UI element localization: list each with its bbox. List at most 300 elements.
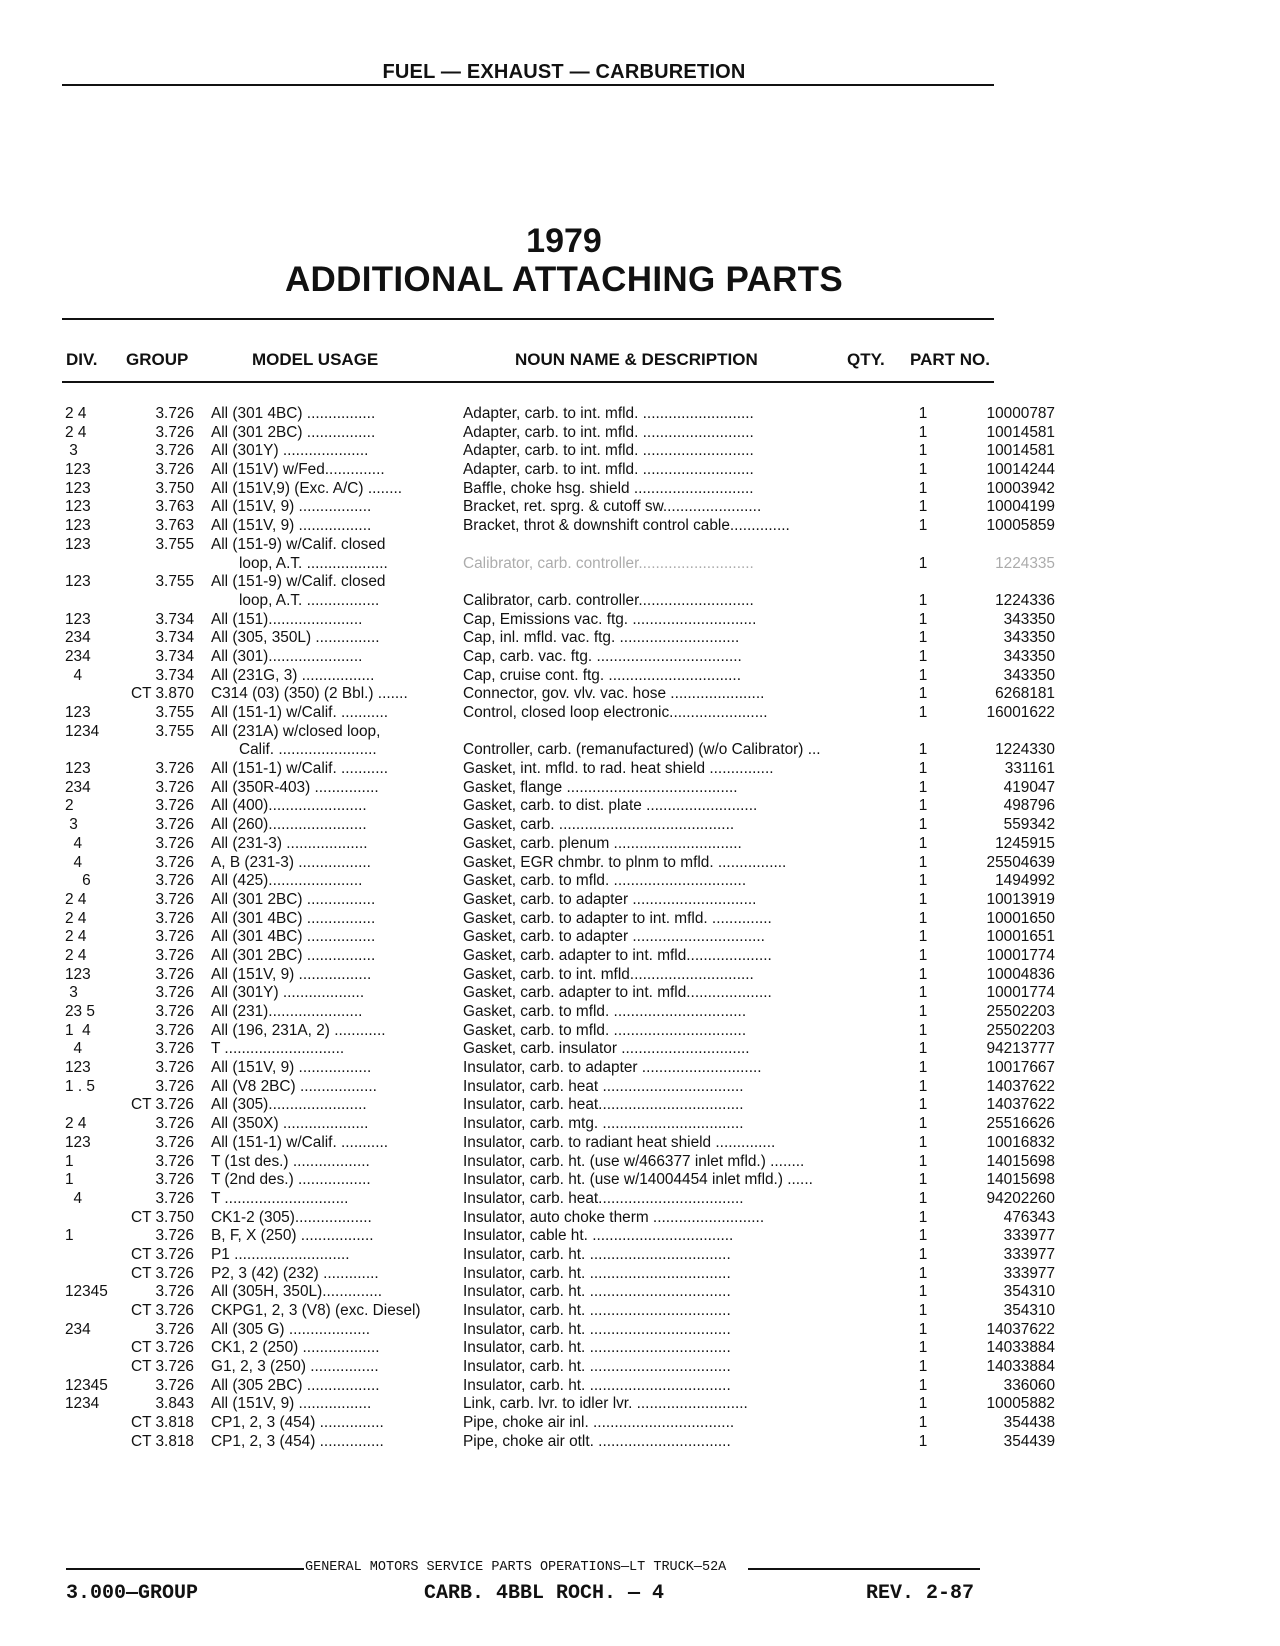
row-part-no: 94202260 bbox=[986, 1189, 1055, 1207]
row-model-usage: All (151V,9) (Exc. A/C) ........ bbox=[211, 479, 403, 497]
row-model-usage: All (305 2BC) ................. bbox=[211, 1376, 380, 1394]
row-div: 123 bbox=[65, 461, 91, 479]
row-part-no: 10016832 bbox=[986, 1133, 1055, 1151]
row-model-usage: CK1-2 (305).................. bbox=[211, 1208, 372, 1226]
row-part-no: 6268181 bbox=[995, 685, 1055, 703]
row-part-no: 25502203 bbox=[986, 1003, 1055, 1021]
table-row bbox=[65, 891, 1055, 910]
table-row bbox=[65, 797, 1055, 816]
row-group: CT 3.726 bbox=[130, 1264, 194, 1282]
row-part-no: 476343 bbox=[1003, 1208, 1055, 1226]
row-part-no: 1494992 bbox=[995, 872, 1055, 890]
row-group: 3.726 bbox=[155, 1283, 194, 1301]
row-description: Pipe, choke air inl. ................................. bbox=[463, 1414, 735, 1432]
row-model-usage: T (2nd des.) ................. bbox=[211, 1171, 371, 1189]
row-group: CT 3.818 bbox=[130, 1414, 194, 1432]
row-model-usage: All (231A) w/closed loop, bbox=[211, 722, 381, 740]
row-div: 2 4 bbox=[65, 1115, 87, 1133]
row-div: 123 bbox=[65, 535, 91, 553]
col-header-model: MODEL USAGE bbox=[252, 350, 379, 369]
row-qty: 1 bbox=[918, 1227, 928, 1245]
row-div: 234 bbox=[65, 647, 91, 665]
table-row bbox=[65, 1414, 1055, 1433]
row-part-no: 10004836 bbox=[986, 965, 1055, 983]
row-model-usage: CK1, 2 (250) .................. bbox=[211, 1339, 380, 1357]
table-row bbox=[65, 1265, 1055, 1284]
row-group: 3.726 bbox=[155, 984, 194, 1002]
table-row bbox=[65, 648, 1055, 667]
table-row bbox=[65, 498, 1055, 517]
footer-carb: CARB. 4BBL ROCH. — 4 bbox=[424, 1582, 665, 1605]
row-model-usage: All (151-1) w/Calif. ........... bbox=[211, 704, 389, 722]
table-row bbox=[65, 854, 1055, 873]
table-row bbox=[65, 1096, 1055, 1115]
row-group: CT 3.726 bbox=[130, 1302, 194, 1320]
row-model-usage: All (425)...................... bbox=[211, 872, 363, 890]
row-part-no: 1224335 bbox=[995, 554, 1055, 572]
row-description: Gasket, carb. to mfld. ............................... bbox=[463, 872, 747, 890]
row-model-usage: G1, 2, 3 (250) ................ bbox=[211, 1358, 379, 1376]
table-row bbox=[65, 1321, 1055, 1340]
row-part-no: 333977 bbox=[1003, 1245, 1055, 1263]
row-part-no: 1245915 bbox=[995, 834, 1055, 852]
row-group: 3.726 bbox=[155, 461, 194, 479]
footer-rule-left bbox=[66, 1568, 304, 1570]
section-header: FUEL — EXHAUST — CARBURETION bbox=[382, 61, 746, 83]
row-description: Insulator, carb. ht. (use w/14004454 inlet mfld.) ...... bbox=[463, 1171, 813, 1189]
row-description: Gasket, carb. ......................................... bbox=[463, 816, 735, 834]
row-group: 3.726 bbox=[155, 1003, 194, 1021]
row-model-usage: All (151V, 9) ................. bbox=[211, 1395, 372, 1413]
row-model-usage: All (305, 350L) ............... bbox=[211, 629, 380, 647]
row-part-no: 1224330 bbox=[995, 741, 1055, 759]
row-group: 3.726 bbox=[155, 1059, 194, 1077]
row-group: 3.726 bbox=[155, 816, 194, 834]
row-qty: 1 bbox=[918, 1245, 928, 1263]
row-qty: 1 bbox=[918, 1152, 928, 1170]
table-row bbox=[65, 480, 1055, 499]
row-group: 3.755 bbox=[155, 704, 194, 722]
row-group: 3.763 bbox=[155, 498, 194, 516]
table-row bbox=[65, 536, 1055, 573]
row-part-no: 14015698 bbox=[986, 1171, 1055, 1189]
row-qty: 1 bbox=[918, 1021, 928, 1039]
row-qty: 1 bbox=[918, 1395, 928, 1413]
row-part-no: 94213777 bbox=[986, 1040, 1055, 1058]
footer-group: 3.000—GROUP bbox=[66, 1582, 199, 1605]
row-group: CT 3.726 bbox=[130, 1245, 194, 1263]
row-model-usage: All (196, 231A, 2) ............ bbox=[211, 1021, 386, 1039]
row-qty: 1 bbox=[918, 1283, 928, 1301]
row-description: Gasket, carb. plenum .............................. bbox=[463, 834, 742, 852]
row-model-usage: All (151-9) w/Calif. closed bbox=[211, 535, 386, 553]
row-description: Gasket, carb. to mfld. ............................... bbox=[463, 1003, 747, 1021]
row-group: 3.755 bbox=[155, 573, 194, 591]
row-qty: 1 bbox=[918, 1302, 928, 1320]
row-description: Gasket, flange ........................................ bbox=[463, 778, 738, 796]
row-qty: 1 bbox=[918, 1208, 928, 1226]
table-row bbox=[65, 1078, 1055, 1097]
row-model-usage: T (1st des.) .................. bbox=[211, 1152, 370, 1170]
row-div: 12345 bbox=[65, 1376, 108, 1394]
row-div: 4 bbox=[65, 834, 83, 852]
table-row bbox=[65, 1283, 1055, 1302]
table-row bbox=[65, 723, 1055, 760]
row-model-usage: All (151-1) w/Calif. ........... bbox=[211, 1133, 389, 1151]
row-qty: 1 bbox=[918, 1432, 928, 1450]
table-row bbox=[65, 835, 1055, 854]
row-description: Insulator, carb. ht. ................................. bbox=[463, 1245, 731, 1263]
row-description: Insulator, carb. heat.................................. bbox=[463, 1096, 744, 1114]
row-description: Insulator, carb. ht. ................................. bbox=[463, 1339, 731, 1357]
row-part-no: 14015698 bbox=[986, 1152, 1055, 1170]
row-div: 1234 bbox=[65, 1395, 100, 1413]
row-div: 2 4 bbox=[65, 946, 87, 964]
row-qty: 1 bbox=[918, 685, 928, 703]
row-group: 3.726 bbox=[155, 760, 194, 778]
table-row bbox=[65, 629, 1055, 648]
row-div: 123 bbox=[65, 610, 91, 628]
row-div: 234 bbox=[65, 778, 91, 796]
row-part-no: 10001651 bbox=[986, 928, 1055, 946]
row-part-no: 498796 bbox=[1003, 797, 1055, 815]
row-part-no: 333977 bbox=[1003, 1227, 1055, 1245]
row-group: 3.726 bbox=[155, 1115, 194, 1133]
row-description: Bracket, throt & downshift control cable.............. bbox=[463, 517, 790, 535]
row-part-no: 559342 bbox=[1003, 816, 1055, 834]
row-model-usage: All (151V, 9) ................. bbox=[211, 965, 372, 983]
row-model-usage: All (151V, 9) ................. bbox=[211, 1059, 372, 1077]
row-div: 1 4 bbox=[65, 1021, 91, 1039]
row-group: 3.726 bbox=[155, 965, 194, 983]
row-group: CT 3.870 bbox=[130, 685, 194, 703]
row-qty: 1 bbox=[918, 629, 928, 647]
row-description: Pipe, choke air otlt. ............................... bbox=[463, 1432, 731, 1450]
table-row bbox=[65, 1115, 1055, 1134]
row-description: Link, carb. lvr. to idler lvr. .......................... bbox=[463, 1395, 748, 1413]
row-description: Bracket, ret. sprg. & cutoff sw....................... bbox=[463, 498, 762, 516]
row-description: Gasket, carb. adapter to int. mfld.................... bbox=[463, 946, 772, 964]
row-model-usage: All (301Y) .................... bbox=[211, 442, 369, 460]
row-description: Insulator, carb. ht. (use w/466377 inlet mfld.) ........ bbox=[463, 1152, 805, 1170]
row-div: 234 bbox=[65, 629, 91, 647]
row-group: 3.755 bbox=[155, 722, 194, 740]
row-description: Insulator, carb. ht. ................................. bbox=[463, 1376, 731, 1394]
row-div: 123 bbox=[65, 1059, 91, 1077]
row-div: 2 bbox=[65, 797, 74, 815]
row-model-usage: P1 ........................... bbox=[211, 1245, 350, 1263]
row-model-usage: All (350R-403) ............... bbox=[211, 778, 379, 796]
row-part-no: 14033884 bbox=[986, 1339, 1055, 1357]
row-part-no: 10001774 bbox=[986, 946, 1055, 964]
table-row bbox=[65, 704, 1055, 723]
row-model-usage: B, F, X (250) ................. bbox=[211, 1227, 374, 1245]
row-qty: 1 bbox=[918, 461, 928, 479]
table-row bbox=[65, 1227, 1055, 1246]
row-part-no: 333977 bbox=[1003, 1264, 1055, 1282]
row-description: Gasket, carb. to dist. plate .......................... bbox=[463, 797, 758, 815]
row-div: 123 bbox=[65, 479, 91, 497]
row-qty: 1 bbox=[918, 1059, 928, 1077]
table-row bbox=[65, 405, 1055, 424]
row-group: 3.726 bbox=[155, 834, 194, 852]
row-description: Insulator, carb. ht. ................................. bbox=[463, 1358, 731, 1376]
table-row bbox=[65, 517, 1055, 536]
table-row bbox=[65, 424, 1055, 443]
row-model-usage: All (301 2BC) ................ bbox=[211, 890, 376, 908]
row-qty: 1 bbox=[918, 853, 928, 871]
row-qty: 1 bbox=[918, 1414, 928, 1432]
row-group: 3.726 bbox=[155, 797, 194, 815]
table-row bbox=[65, 1190, 1055, 1209]
row-group: 3.726 bbox=[155, 946, 194, 964]
row-group: 3.726 bbox=[155, 1152, 194, 1170]
table-row bbox=[65, 1059, 1055, 1078]
row-qty: 1 bbox=[918, 405, 928, 422]
row-div: 1 bbox=[65, 1227, 74, 1245]
row-qty: 1 bbox=[918, 423, 928, 441]
table-row bbox=[65, 1134, 1055, 1153]
row-group: 3.726 bbox=[155, 778, 194, 796]
row-div: 6 bbox=[65, 872, 91, 890]
table-row bbox=[65, 573, 1055, 610]
row-description: Gasket, carb. adapter to int. mfld.................... bbox=[463, 984, 772, 1002]
table-row bbox=[65, 1246, 1055, 1265]
row-group: 3.726 bbox=[155, 1171, 194, 1189]
table-row bbox=[65, 1433, 1055, 1452]
row-div: 3 bbox=[65, 984, 78, 1002]
row-group: CT 3.818 bbox=[130, 1432, 194, 1450]
footer-rule-right bbox=[748, 1568, 980, 1570]
row-description: Cap, carb. vac. ftg. .................................. bbox=[463, 647, 742, 665]
row-group: 3.726 bbox=[155, 1227, 194, 1245]
row-description: Cap, inl. mfld. vac. ftg. ............................ bbox=[463, 629, 740, 647]
row-part-no: 336060 bbox=[1003, 1376, 1055, 1394]
row-div: 1 bbox=[65, 1171, 74, 1189]
row-qty: 1 bbox=[918, 1003, 928, 1021]
row-qty: 1 bbox=[918, 1096, 928, 1114]
row-part-no: 1224336 bbox=[995, 591, 1055, 609]
row-part-no: 10005859 bbox=[986, 517, 1055, 535]
row-qty: 1 bbox=[918, 890, 928, 908]
row-description: Adapter, carb. to int. mfld. .......................... bbox=[463, 405, 754, 422]
row-model-usage: All (301 4BC) ................ bbox=[211, 928, 376, 946]
row-part-no: 354310 bbox=[1003, 1283, 1055, 1301]
row-qty: 1 bbox=[918, 704, 928, 722]
row-qty: 1 bbox=[918, 928, 928, 946]
table-row bbox=[65, 1153, 1055, 1172]
row-description: Insulator, carb. ht. ................................. bbox=[463, 1320, 731, 1338]
table-row bbox=[65, 984, 1055, 1003]
row-part-no: 10003942 bbox=[986, 479, 1055, 497]
row-part-no: 343350 bbox=[1003, 666, 1055, 684]
row-description: Insulator, carb. to radiant heat shield .............. bbox=[463, 1133, 776, 1151]
row-qty: 1 bbox=[918, 778, 928, 796]
row-description: Cap, Emissions vac. ftg. ............................. bbox=[463, 610, 757, 628]
row-description: Insulator, cable ht. ................................. bbox=[463, 1227, 734, 1245]
row-group: CT 3.750 bbox=[130, 1208, 194, 1226]
col-header-div: DIV. bbox=[66, 350, 98, 369]
table-row bbox=[65, 611, 1055, 630]
row-part-no: 10013919 bbox=[986, 890, 1055, 908]
row-qty: 1 bbox=[918, 909, 928, 927]
row-div: 2 4 bbox=[65, 890, 87, 908]
row-model-usage: All (301 2BC) ................ bbox=[211, 423, 376, 441]
row-div: 1 . 5 bbox=[65, 1077, 95, 1095]
col-header-desc: NOUN NAME & DESCRIPTION bbox=[515, 350, 758, 369]
row-model-usage: All (151)...................... bbox=[211, 610, 363, 628]
row-part-no: 354438 bbox=[1003, 1414, 1055, 1432]
row-group: 3.726 bbox=[155, 1376, 194, 1394]
row-qty: 1 bbox=[918, 610, 928, 628]
row-description: Adapter, carb. to int. mfld. .......................... bbox=[463, 442, 754, 460]
table-row bbox=[65, 760, 1055, 779]
row-group: 3.726 bbox=[155, 1189, 194, 1207]
row-group: CT 3.726 bbox=[130, 1339, 194, 1357]
table-row bbox=[65, 779, 1055, 798]
row-part-no: 16001622 bbox=[986, 704, 1055, 722]
row-description: Connector, gov. vlv. vac. hose ...................... bbox=[463, 685, 765, 703]
footer-rev: REV. 2-87 bbox=[866, 1582, 975, 1605]
table-row bbox=[65, 1339, 1055, 1358]
table-row bbox=[65, 461, 1055, 480]
row-description: Insulator, carb. ht. ................................. bbox=[463, 1302, 731, 1320]
page-year: 1979 bbox=[526, 222, 602, 260]
parts-table bbox=[65, 405, 1055, 1452]
row-model-usage: All (400)....................... bbox=[211, 797, 367, 815]
row-part-no: 419047 bbox=[1003, 778, 1055, 796]
row-part-no: 343350 bbox=[1003, 610, 1055, 628]
row-description: Insulator, auto choke therm .......................... bbox=[463, 1208, 765, 1226]
row-description: Gasket, carb. to int. mfld............................. bbox=[463, 965, 754, 983]
row-div: 2 4 bbox=[65, 928, 87, 946]
row-qty: 1 bbox=[918, 1339, 928, 1357]
row-part-no: 10014581 bbox=[986, 423, 1055, 441]
row-part-no: 10005882 bbox=[986, 1395, 1055, 1413]
table-top-rule bbox=[62, 318, 994, 320]
row-div: 123 bbox=[65, 760, 91, 778]
row-description: Calibrator, carb. controller........................... bbox=[463, 554, 754, 572]
row-div: 3 bbox=[65, 816, 78, 834]
row-group: CT 3.726 bbox=[130, 1096, 194, 1114]
col-header-qty: QTY. bbox=[847, 350, 885, 369]
row-model-usage: All (V8 2BC) .................. bbox=[211, 1077, 377, 1095]
row-qty: 1 bbox=[918, 442, 928, 460]
row-model-usage: All (301Y) ................... bbox=[211, 984, 365, 1002]
table-row bbox=[65, 1395, 1055, 1414]
table-row bbox=[65, 928, 1055, 947]
row-qty: 1 bbox=[918, 1077, 928, 1095]
row-qty: 1 bbox=[918, 498, 928, 516]
table-row bbox=[65, 1003, 1055, 1022]
row-model-usage: All (151V, 9) ................. bbox=[211, 498, 372, 516]
row-description: Insulator, carb. ht. ................................. bbox=[463, 1283, 731, 1301]
row-div: 123 bbox=[65, 1133, 91, 1151]
row-div: 4 bbox=[65, 666, 83, 684]
row-qty: 1 bbox=[918, 1264, 928, 1282]
row-group: 3.726 bbox=[155, 1320, 194, 1338]
row-description: Adapter, carb. to int. mfld. .......................... bbox=[463, 461, 754, 479]
row-qty: 1 bbox=[918, 984, 928, 1002]
row-part-no: 25516626 bbox=[986, 1115, 1055, 1133]
row-description: Insulator, carb. to adapter ............................ bbox=[463, 1059, 762, 1077]
row-qty: 1 bbox=[918, 666, 928, 684]
table-row bbox=[65, 910, 1055, 929]
row-qty: 1 bbox=[918, 479, 928, 497]
row-qty: 1 bbox=[918, 946, 928, 964]
row-div: 2 4 bbox=[65, 423, 87, 441]
row-div: 4 bbox=[65, 1040, 83, 1058]
row-model-usage: C314 (03) (350) (2 Bbl.) ....... bbox=[211, 685, 408, 703]
row-div: 123 bbox=[65, 704, 91, 722]
row-group: 3.726 bbox=[155, 1077, 194, 1095]
row-model-usage: CKPG1, 2, 3 (V8) (exc. Diesel) bbox=[211, 1302, 421, 1320]
row-qty: 1 bbox=[918, 1189, 928, 1207]
row-description: Gasket, carb. insulator .............................. bbox=[463, 1040, 750, 1058]
row-div: 4 bbox=[65, 1189, 83, 1207]
table-row bbox=[65, 1358, 1055, 1377]
row-model-usage: All (301 4BC) ................ bbox=[211, 909, 376, 927]
row-qty: 1 bbox=[918, 965, 928, 983]
row-part-no: 343350 bbox=[1003, 629, 1055, 647]
row-model-usage-cont-text: Calif. ....................... bbox=[239, 741, 377, 759]
row-group: 3.726 bbox=[155, 890, 194, 908]
row-part-no: 25504639 bbox=[986, 853, 1055, 871]
row-description: Gasket, EGR chmbr. to plnm to mfld. ................ bbox=[463, 853, 787, 871]
row-group: 3.734 bbox=[155, 647, 194, 665]
row-group: 3.734 bbox=[155, 629, 194, 647]
row-qty: 1 bbox=[918, 741, 928, 759]
row-part-no: 10001650 bbox=[986, 909, 1055, 927]
row-model-usage: All (151V, 9) ................. bbox=[211, 517, 372, 535]
row-div: 123 bbox=[65, 573, 91, 591]
row-group: 3.726 bbox=[155, 928, 194, 946]
row-qty: 1 bbox=[918, 816, 928, 834]
row-group: 3.726 bbox=[155, 1040, 194, 1058]
row-div: 2 4 bbox=[65, 909, 87, 927]
row-part-no: 331161 bbox=[1004, 760, 1055, 778]
row-group: 3.755 bbox=[155, 535, 194, 553]
table-row bbox=[65, 1040, 1055, 1059]
row-model-usage: All (301 4BC) ................ bbox=[211, 405, 376, 422]
table-header-rule bbox=[62, 381, 994, 383]
row-group: 3.726 bbox=[155, 1021, 194, 1039]
row-qty: 1 bbox=[918, 834, 928, 852]
row-model-usage: A, B (231-3) ................. bbox=[211, 853, 371, 871]
row-qty: 1 bbox=[918, 1115, 928, 1133]
row-description: Gasket, carb. to adapter ............................... bbox=[463, 928, 765, 946]
row-description: Baffle, choke hsg. shield ............................ bbox=[463, 479, 754, 497]
row-model-usage: P2, 3 (42) (232) ............. bbox=[211, 1264, 379, 1282]
table-row bbox=[65, 872, 1055, 891]
row-group: 3.726 bbox=[155, 1133, 194, 1151]
row-qty: 1 bbox=[918, 554, 928, 572]
row-model-usage: CP1, 2, 3 (454) ............... bbox=[211, 1432, 384, 1450]
table-row bbox=[65, 685, 1055, 704]
row-model-usage: All (305)....................... bbox=[211, 1096, 367, 1114]
row-model-usage: All (151-1) w/Calif. ........... bbox=[211, 760, 389, 778]
row-part-no: 25502203 bbox=[986, 1021, 1055, 1039]
row-description: Adapter, carb. to int. mfld. .......................... bbox=[463, 423, 754, 441]
row-div: 123 bbox=[65, 517, 91, 535]
row-description: Gasket, carb. to mfld. ............................... bbox=[463, 1021, 747, 1039]
row-description: Insulator, carb. heat ................................. bbox=[463, 1077, 744, 1095]
row-model-usage: All (260)....................... bbox=[211, 816, 367, 834]
table-row bbox=[65, 667, 1055, 686]
row-div: 2 4 bbox=[65, 405, 87, 422]
row-part-no: 10001774 bbox=[986, 984, 1055, 1002]
row-qty: 1 bbox=[918, 1040, 928, 1058]
